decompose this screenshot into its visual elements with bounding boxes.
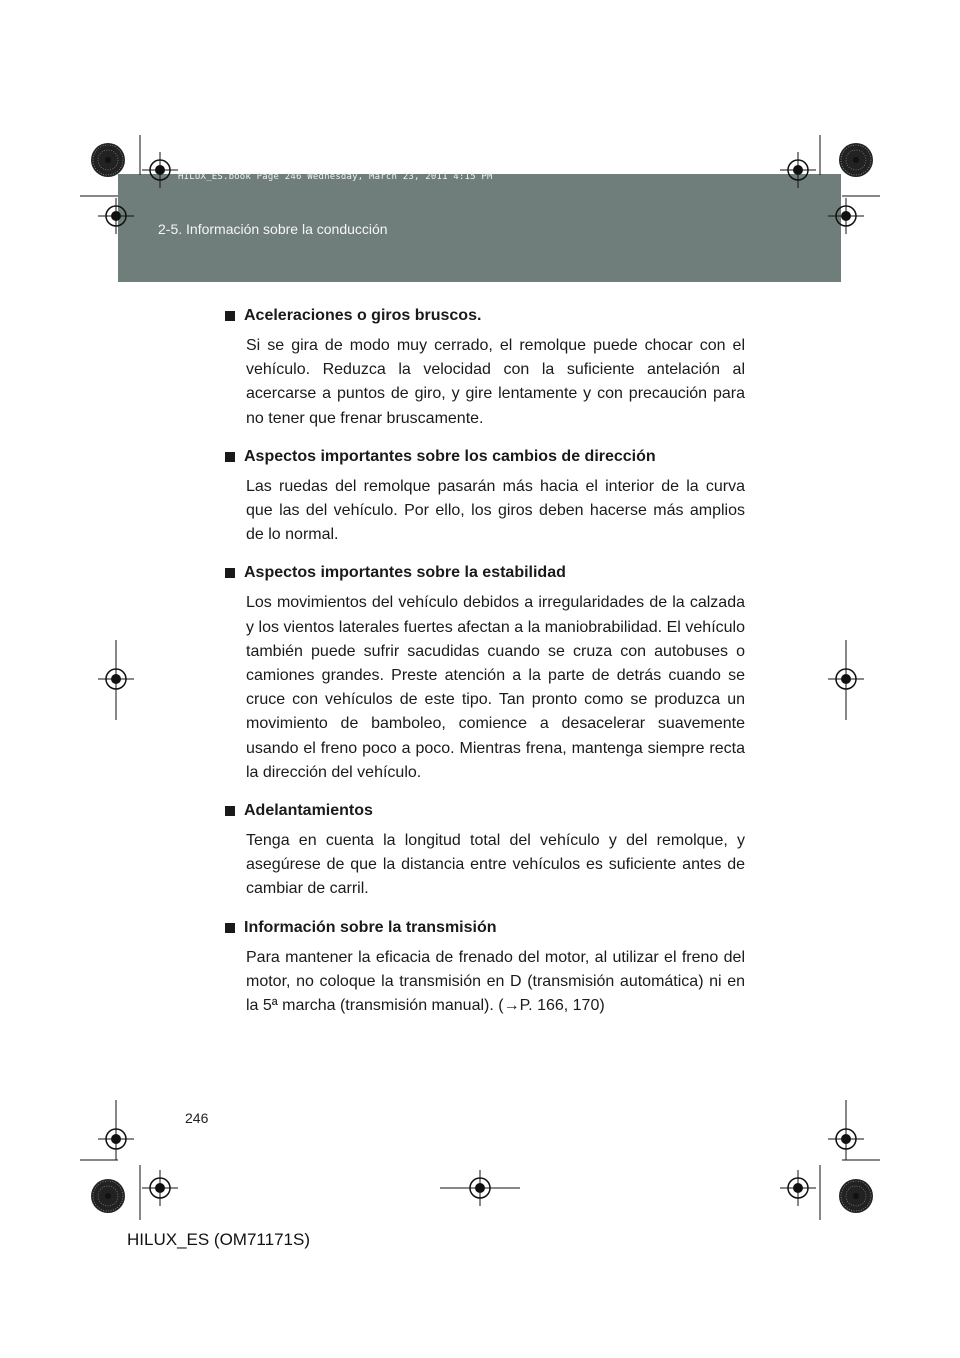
item-heading: Aspectos importantes sobre los cambios de dirección: [244, 447, 656, 465]
registration-mark-top-left: [142, 152, 178, 188]
registration-mark-bottom-right: [780, 1170, 816, 1206]
item-heading: Adelantamientos: [244, 802, 373, 820]
print-stamp: HILUX_ES.book Page 246 Wednesday, March 23, 2011 4:15 PM: [178, 172, 493, 182]
registration-mark-top-left-lower: [98, 198, 134, 234]
item-heading: Aspectos importantes sobre la estabilidad: [244, 564, 566, 582]
item-body: Las ruedas del remolque pasarán más hacia el interior de la curva que las del vehículo. Por ello, los giros deben hacerse más amplios de lo normal.: [246, 477, 745, 544]
item-body: Los movimientos del vehículo debidos a irregularidades de la calzada y los vientos laterales fuertes afectan a la maniobrabilidad. El vehículo también puede sufrir sacudidas cuando se cruza con autobuses o camiones grandes. Preste atención a la parte de detrás cuando se cruce con vehículos de este tipo. Tan pronto como se produzca un movimiento de bamboleo, comience a desacelerar suavemente usando el freno poco a poco. Mientras frena, mantenga siempre recta la dirección del vehículo.: [246, 594, 745, 781]
item-heading: Información sobre la transmisión: [244, 918, 497, 936]
item-body: Para mantener la eficacia de frenado del motor, al utilizar el freno del motor, no coloque la transmisión en D (transmisión automática) ni en la 5ª marcha (transmisión manual). (→P. 166, 170): [246, 948, 745, 1015]
list-item: [225, 445, 745, 548]
square-bullet-icon: [225, 452, 235, 462]
starburst-mark-top-left: [91, 143, 125, 177]
list-item: [225, 799, 745, 902]
registration-mark-bottom-left-upper: [98, 1121, 134, 1157]
registration-mark-bottom-right-upper: [828, 1121, 864, 1157]
item-body: Si se gira de modo muy cerrado, el remolque puede chocar con el vehículo. Reduzca la velocidad con la suficiente antelación al acercarse a puntos de giro, y gire lentamente y con precaución para no tener que frenar bruscamente.: [246, 337, 745, 427]
page-number: 246: [185, 1110, 209, 1126]
square-bullet-icon: [225, 806, 235, 816]
registration-mark-bottom-left: [142, 1170, 178, 1206]
starburst-mark-bottom-right: [839, 1179, 873, 1213]
registration-mark-top-right: [780, 152, 816, 188]
registration-mark-mid-right: [828, 661, 864, 697]
main-content: [225, 304, 745, 1032]
starburst-mark-bottom-left: [91, 1179, 125, 1213]
square-bullet-icon: [225, 568, 235, 578]
registration-mark-mid-left: [98, 661, 134, 697]
list-item: [225, 561, 745, 785]
starburst-mark-top-right: [839, 143, 873, 177]
document-id: HILUX_ES (OM71171S): [127, 1230, 310, 1249]
square-bullet-icon: [225, 923, 235, 933]
list-item: [225, 304, 745, 431]
registration-mark-top-right-lower: [828, 198, 864, 234]
item-heading: Aceleraciones o giros bruscos.: [244, 307, 482, 324]
item-body: Tenga en cuenta la longitud total del vehículo y del remolque, y asegúrese de que la distancia entre vehículos es suficiente antes de cambiar de carril.: [246, 832, 745, 898]
list-item: [225, 916, 745, 1019]
section-title: 2-5. Información sobre la conducción: [158, 221, 388, 237]
square-bullet-icon: [225, 311, 235, 321]
